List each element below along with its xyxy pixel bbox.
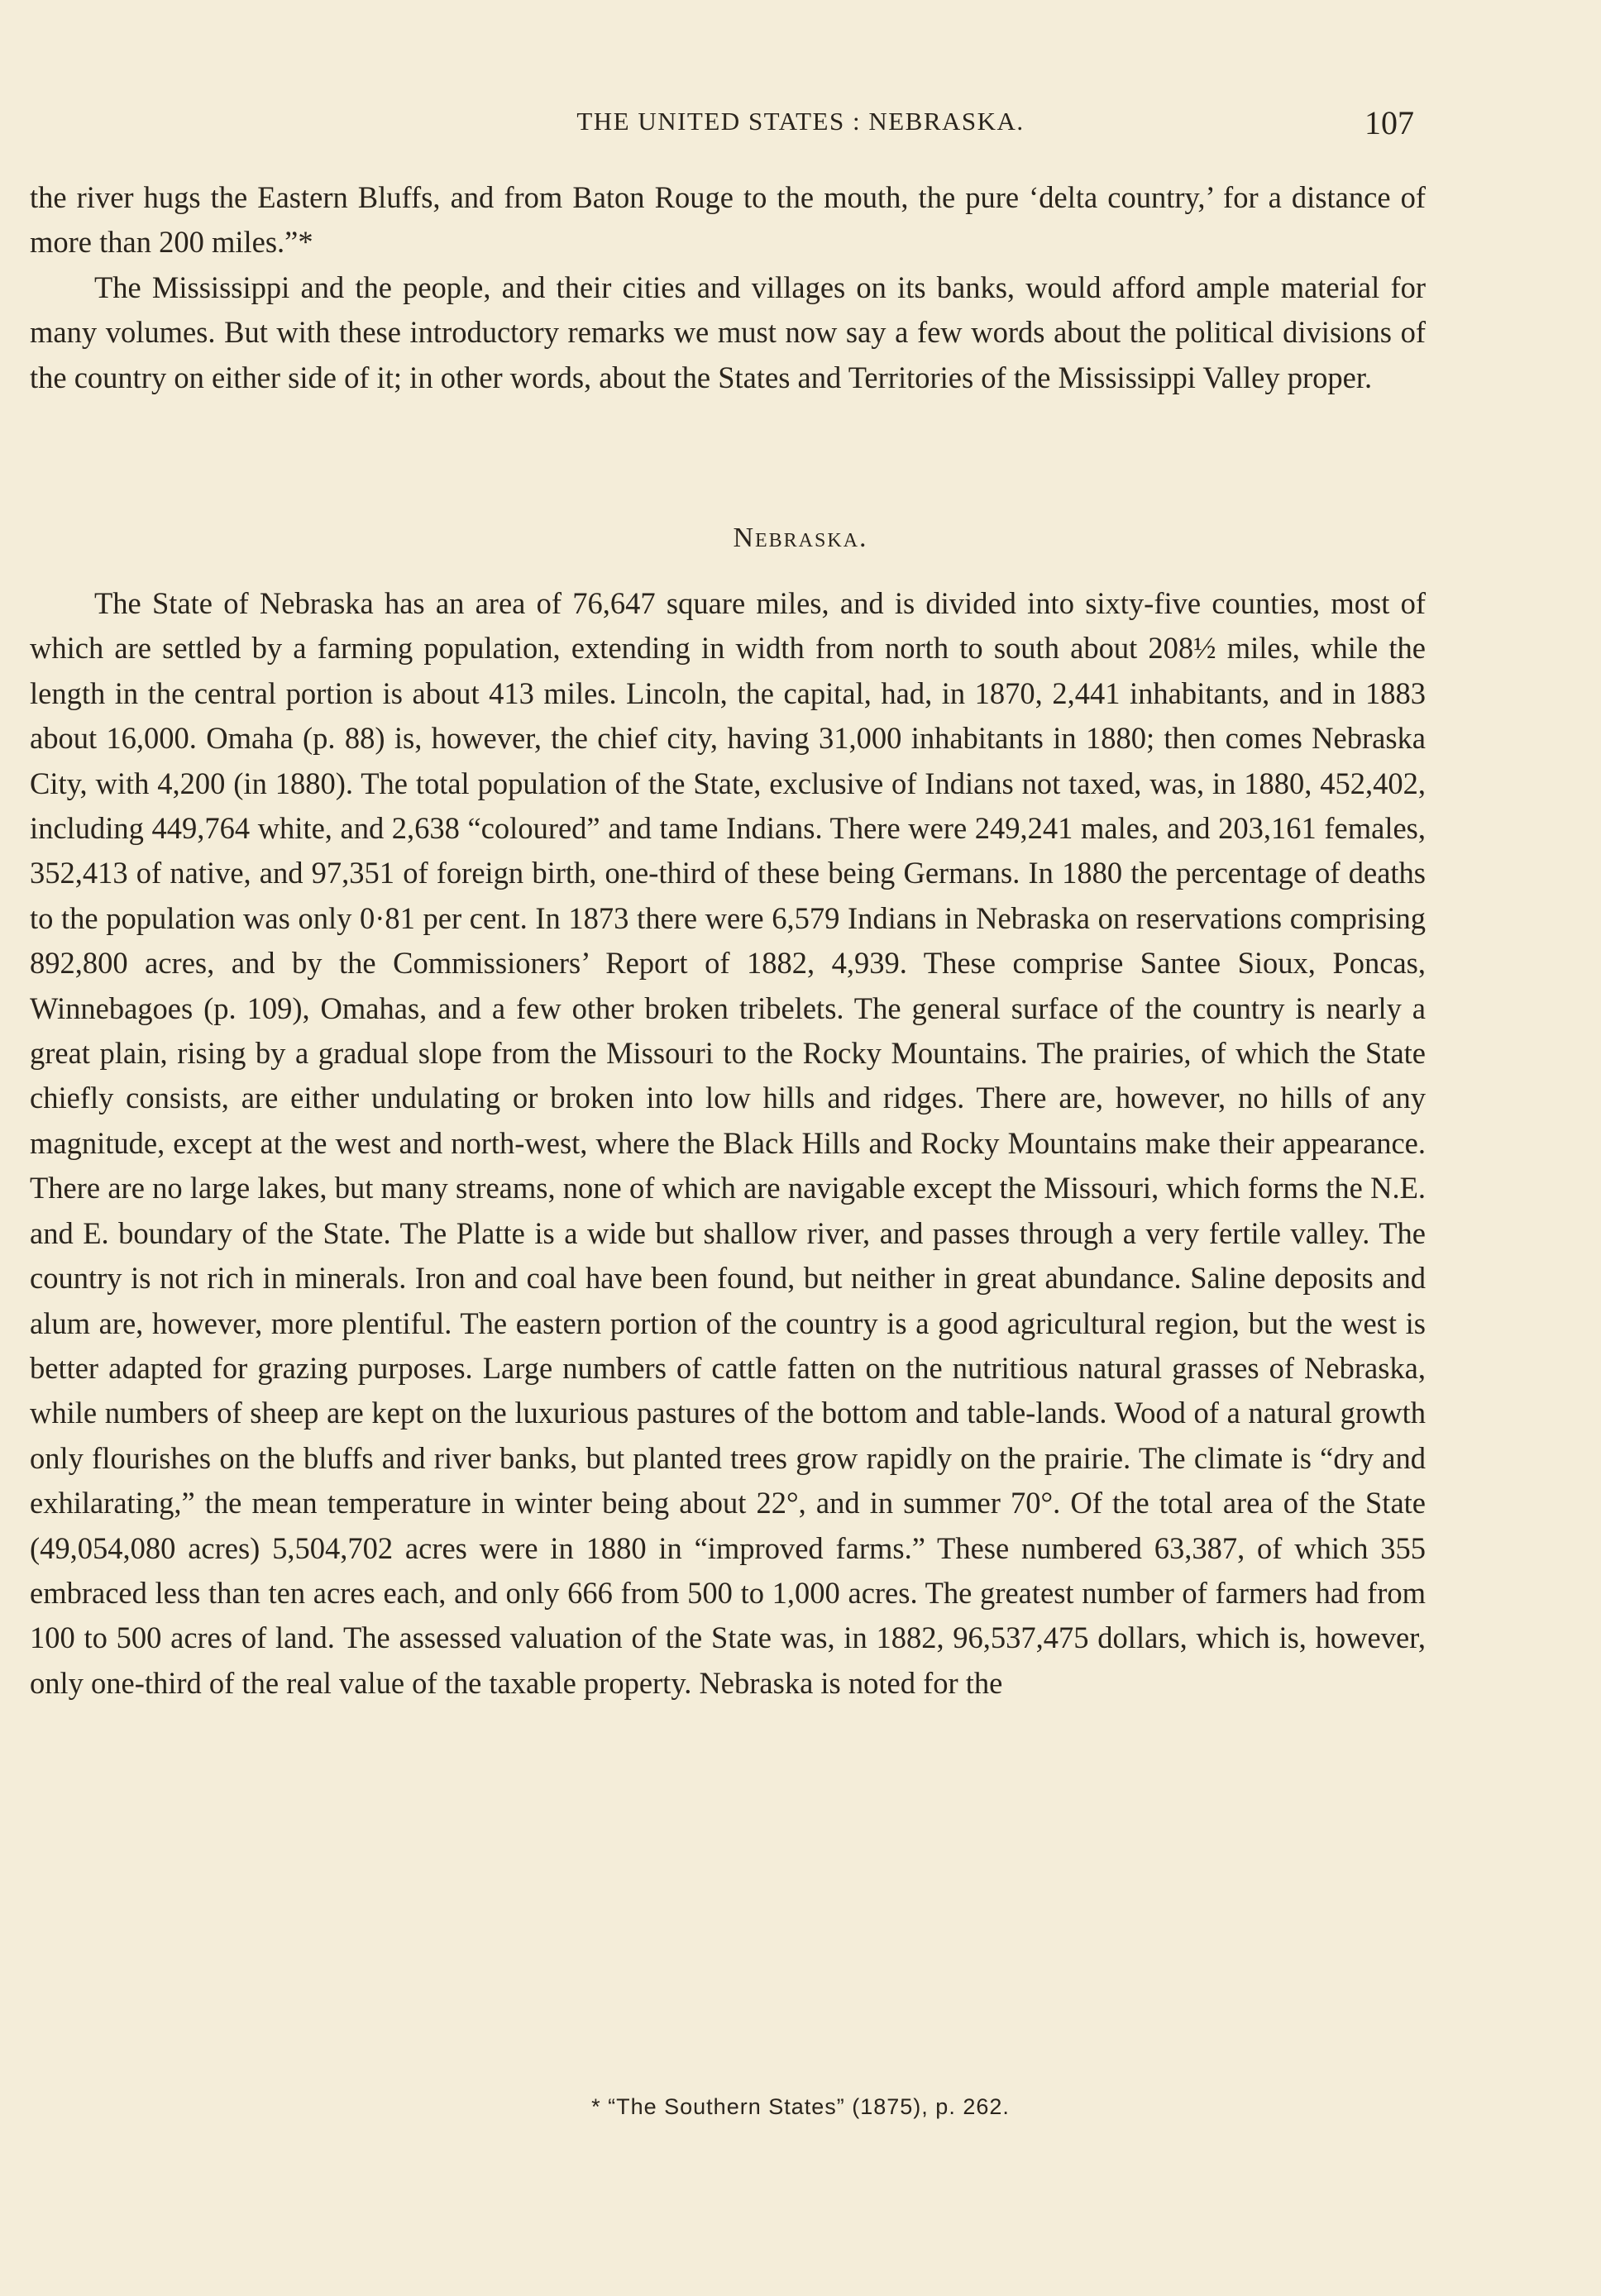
intro-paragraph-continued: the river hugs the Eastern Bluffs, and from Baton Rouge to the mouth, the pure ‘delta country,’ for a distance of more than 200 miles.”* [30, 180, 1426, 260]
running-head [0, 103, 1601, 145]
running-title: THE UNITED STATES : NEBRASKA. [576, 107, 1025, 136]
section-paragraph: The State of Nebraska has an area of 76,647 square miles, and is divided into sixty-five counties, most of which are settled by a farming population, extending in width from north to south about 208½ miles, while the length in the central portion is about 413 miles. Lincoln, the capital, had, in 1870, 2,441 inhabitants, and in 1883 about 16,000. Omaha (p. 88) is, however, the chief city, having 31,000 inhabitants in 1880; then comes Nebraska City, with 4,200 (in 1880). The total population of the State, exclusive of Indians not taxed, was, in 1880, 452,402, including 449,764 white, and 2,638 “coloured” and tame Indians. There were 249,241 males, and 203,161 females, 352,413 of native, and 97,351 of foreign birth, one-third of these being Germans. In 1880 the percentage of deaths to the population was only 0·81 per cent. In 1873 there were 6,579 Indians in Nebraska on reservations comprising 892,800 acres, and by the Commissioners’ Report of 1882, 4,939. These comprise Santee Sioux, Poncas, Winnebagoes (p. 109), Omahas, and a few other broken tribelets. The general surface of the country is nearly a great plain, rising by a gradual slope from the Missouri to the Rocky Mountains. The prairies, of which the State chiefly consists, are either undulating or broken into low hills and ridges. There are, however, no hills of any magnitude, except at the west and north-west, where the Black Hills and Rocky Mountains make their appearance. There are no large lakes, but many streams, none of which are navigable except the Missouri, which forms the N.E. and E. boundary of the State. The Platte is a wide but shallow river, and passes through a very fertile valley. The country is not rich in minerals. Iron and coal have been found, but neither in great abundance. Saline deposits and alum are, however, more plentiful. The eastern portion of the country is a good agricultural region, but the west is better adapted for grazing purposes. Large numbers of cattle fatten on the nutritious natural grasses of Nebraska, while numbers of sheep are kept on the luxurious pastures of the bottom and table-lands. Wood of a natural growth only flourishes on the bluffs and river banks, but planted trees grow rapidly on the prairie. The climate is “dry and exhilarating,” the mean temperature in winter being about 22°, and in summer 70°. Of the total area of the State (49,054,080 acres) 5,504,702 acres were in 1880 in “improved farms.” These numbered 63,387, of which 355 embraced less than ten acres each, and only 666 from 500 to 1,000 acres. The greatest number of farmers had from 100 to 500 acres of land. The assessed valuation of the State was, in 1882, 96,537,475 dollars, which is, however, only one-third of the real value of the taxable property. Nebraska is noted for the [30, 586, 1426, 1700]
section-text [30, 581, 1426, 1706]
intro-paragraph: The Mississippi and the people, and their cities and villages on its banks, would afford ample material for many volumes. But with these introductory remarks we must now say a few words about the political divisions of the country on either side of it; in other words, about the States and Territories of the Mississippi Valley proper. [30, 270, 1426, 394]
page-number: 107 [1364, 104, 1414, 141]
intro-text [30, 175, 1426, 400]
section-heading: Nebraska. [733, 523, 868, 553]
footnote: * “The Southern States” (1875), p. 262. [591, 2094, 1010, 2119]
